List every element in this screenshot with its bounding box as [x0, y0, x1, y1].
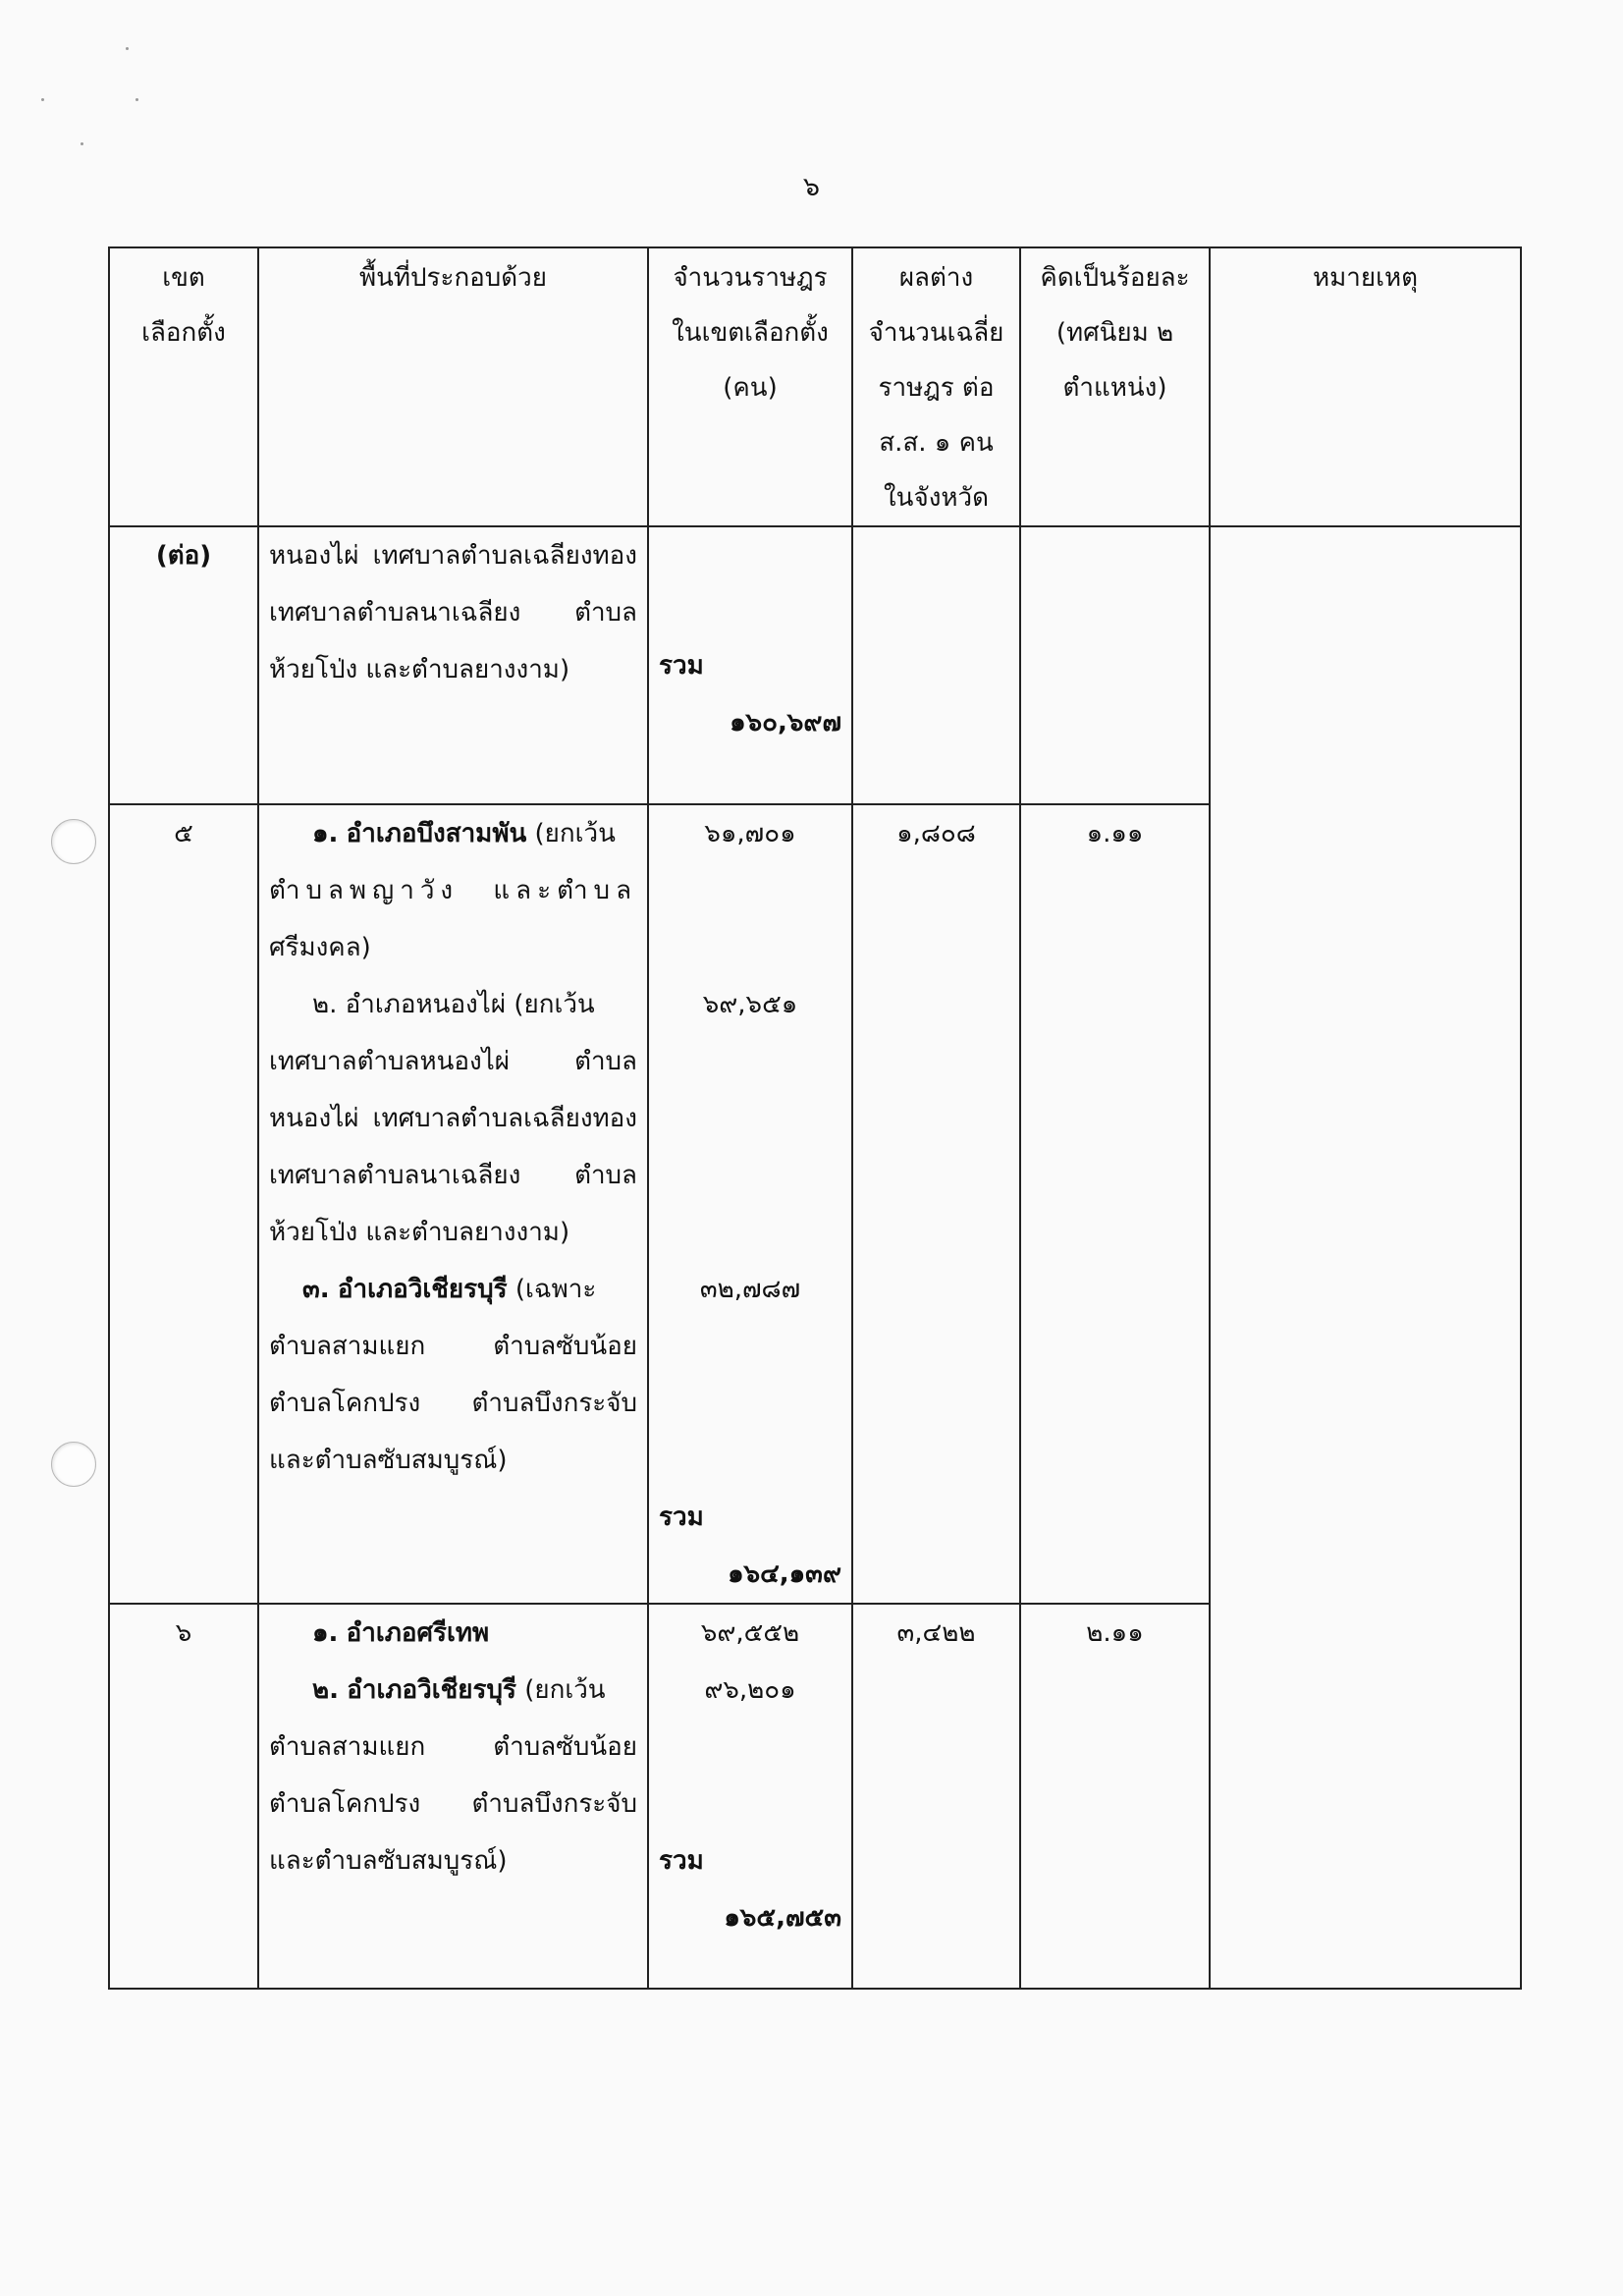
total-value: ๑๖๕,๗๕๓: [724, 1903, 841, 1933]
area-item: ๓. อำเภอวิเชียรบุรี (เฉพาะ: [302, 1275, 597, 1304]
population-cell: [648, 1604, 852, 1989]
scan-speck: [41, 98, 44, 101]
header-population: จำนวนราษฎร ในเขตเลือกตั้ง (คน): [648, 247, 852, 526]
population-value: ๖๙,๕๕๒: [700, 1618, 800, 1648]
population-value: ๖๙,๖๕๑: [702, 990, 798, 1019]
population-value: ๓๒,๗๘๗: [699, 1275, 801, 1304]
area-line: หนองไผ่ เทศบาลตำบลเฉลียงทอง: [269, 541, 637, 571]
district-cell: ๕: [109, 804, 258, 1604]
header-percent: คิดเป็นร้อยละ (ทศนิยม ๒ ตำแหน่ง): [1020, 247, 1210, 526]
difference-cell: ๓,๔๒๒: [852, 1604, 1020, 1989]
area-cell: [258, 804, 648, 1604]
punch-hole: [51, 1442, 96, 1487]
area-item: ๑. อำเภอศรีเทพ: [312, 1618, 490, 1648]
remarks-cell: [1210, 526, 1521, 1989]
area-line: เทศบาลตำบลนาเฉลียง ตำบล: [269, 1161, 637, 1190]
percent-cell: [1020, 526, 1210, 804]
percent-cell: ๑.๑๑: [1020, 804, 1210, 1604]
area-line: ตำบลสามแยก ตำบลซับน้อย: [269, 1732, 637, 1762]
constituency-table: [108, 246, 1522, 1990]
area-item: ๒. อำเภอวิเชียรบุรี (ยกเว้น: [312, 1675, 606, 1705]
area-line: และตำบลซับสมบูรณ์): [269, 1446, 508, 1475]
population-value: ๙๖,๒๐๑: [704, 1675, 796, 1705]
population-cell: [648, 804, 852, 1604]
table-header-row: [109, 247, 1521, 526]
area-cell: [258, 526, 648, 804]
punch-hole: [51, 819, 96, 864]
amphoe-name: อำเภอหนองไผ่: [345, 990, 507, 1019]
area-cell: [258, 1604, 648, 1989]
amphoe-name: อำเภอบึงสามพัน: [346, 819, 527, 848]
amphoe-name: อำเภอวิเชียรบุรี: [337, 1275, 508, 1304]
scan-speck: [135, 98, 138, 101]
area-line: หนองไผ่ เทศบาลตำบลเฉลียงทอง: [269, 1104, 637, 1133]
total-value: ๑๖๔,๑๓๙: [728, 1559, 841, 1589]
amphoe-name: อำเภอวิเชียรบุรี: [347, 1675, 516, 1705]
header-district: เขต เลือกตั้ง: [109, 247, 258, 526]
area-line: ตำบลสามแยก ตำบลซับน้อย: [269, 1332, 637, 1361]
header-remarks: หมายเหตุ: [1210, 247, 1521, 526]
area-line: เทศบาลตำบลนาเฉลียง ตำบล: [269, 598, 637, 628]
population-value: ๖๑,๗๐๑: [704, 819, 796, 848]
total-label: รวม: [659, 651, 704, 681]
area-line: เทศบาลตำบลหนองไผ่ ตำบล: [269, 1047, 637, 1076]
area-line: ศรีมงคล): [269, 933, 371, 962]
area-item: ๒. อำเภอหนองไผ่ (ยกเว้น: [312, 990, 595, 1019]
page-number: ๖: [802, 172, 821, 202]
district-cell: ๖: [109, 1604, 258, 1989]
area-line: ตำบลโคกปรง ตำบลบึงกระจับ: [269, 1389, 637, 1418]
amphoe-name: อำเภอศรีเทพ: [346, 1618, 490, 1648]
header-area: พื้นที่ประกอบด้วย: [258, 247, 648, 526]
area-line: ตำบลพญาวัง และตำบล: [269, 876, 637, 905]
area-line: และตำบลซับสมบูรณ์): [269, 1846, 508, 1876]
area-line: ตำบลโคกปรง ตำบลบึงกระจับ: [269, 1789, 637, 1819]
difference-cell: [852, 526, 1020, 804]
total-value: ๑๖๐,๖๙๗: [730, 708, 841, 738]
header-difference: ผลต่าง จำนวนเฉลี่ย ราษฎร ต่อ ส.ส. ๑ คน ในจังหวัด: [852, 247, 1020, 526]
district-cell: (ต่อ): [109, 526, 258, 804]
total-label: รวม: [659, 1503, 704, 1532]
total-label: รวม: [659, 1846, 704, 1876]
percent-cell: ๒.๑๑: [1020, 1604, 1210, 1989]
area-line: ห้วยโป่ง และตำบลยางงาม): [269, 655, 570, 684]
area-item: ๑. อำเภอบึงสามพัน (ยกเว้น: [312, 819, 616, 848]
scan-speck: [81, 142, 83, 145]
population-cell: [648, 526, 852, 804]
difference-cell: ๑,๘๐๘: [852, 804, 1020, 1604]
area-line: ห้วยโป่ง และตำบลยางงาม): [269, 1218, 570, 1247]
scan-speck: [126, 47, 129, 50]
table-row: [109, 526, 1521, 804]
